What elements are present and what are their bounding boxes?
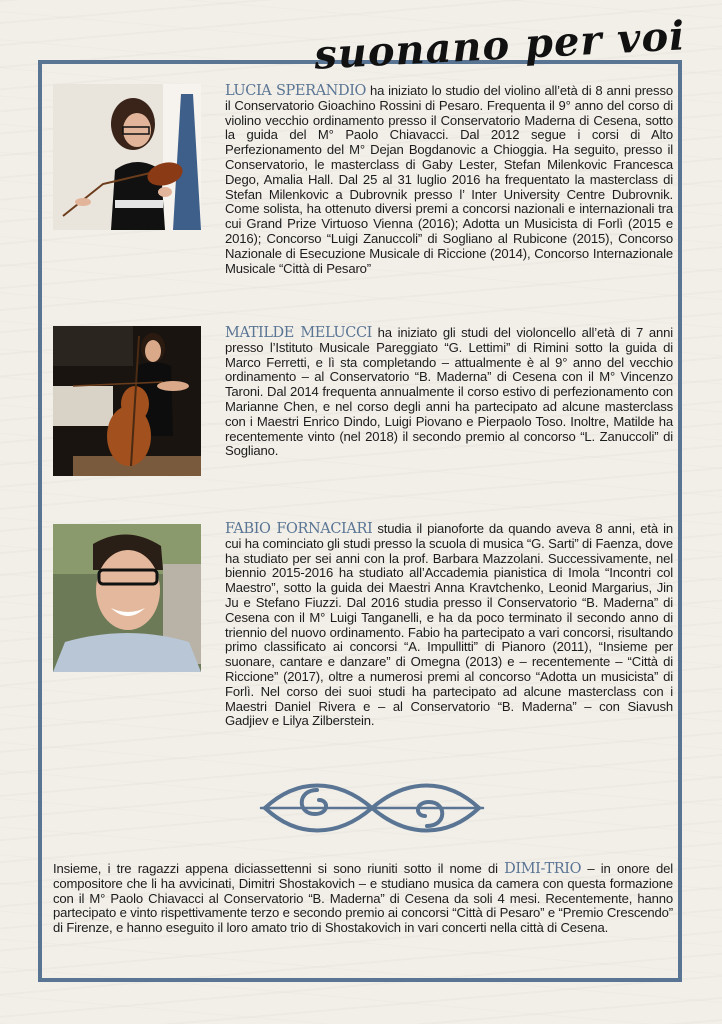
bio-lucia xyxy=(53,84,673,294)
bio-matilde xyxy=(53,326,673,486)
closing-text-after: – in onore del compositore che li ha avvicinati, Dimitri Shostakovich – e studiano musica da camera con questa formazione con il M° Paolo Chiavacci al Conservatorio “B. Maderna” di Cesena da soli 4 mesi. Recentemente, hanno partecipato e vinto rispettivamente terzo e secondo premio ai concorsi “Città di Pesaro” e “Premio Crescendo” di Firenze, e hanno eseguito il loro amato trio di Shostakovich in vari concerti nella città di Cesena. xyxy=(53,861,673,936)
bio-text xyxy=(225,522,673,729)
page-title: suonano per voi xyxy=(313,12,687,79)
bio-text xyxy=(225,326,673,459)
bio-body: ha iniziato lo studio del violino all’età di 8 anni presso il Conservatorio Gioachino Rossini di Pesaro. Frequenta il 9° anno del corso di violino vecchio ordinamento presso il Conservatorio Maderna di Cesena, sotto la guida del M° Paolo Chiavacci. Dal 2012 segue i corsi di Alto Perfezionamento del M° Dejan Bogdanovic a Chioggia. Ha seguito, presso il Conservatorio, le masterclass di Gaby Lester, Stefan Milenkovic Francesca Dego, Amalia Hall. Dal 25 al 31 luglio 2016 ha frequentato la masterclass di Stefan Milenkovic a Dubrovnik presso l’ Inter University Centre Dubrovnik. Come solista, ha ottenuto diversi premi a concorsi nazionali e internazionali tra cui Grand Prize Virtuoso Vienna (2016); Adotta un Musicista di Forlì (2015 e 2016); Concorso “Luigi Zanuccoli” di Sogliano al Rubicone (2015), Concorso Nazionale di Esecuzione Musicale di Riccione (2014), Concorso Internazionale Musicale “Città di Pesaro” xyxy=(225,83,673,276)
musician-name: LUCIA SPERANDIO xyxy=(225,83,367,99)
bio-fabio xyxy=(53,522,673,752)
bio-text xyxy=(225,84,673,276)
violinist-photo xyxy=(53,84,201,230)
trio-name: DIMI-TRIO xyxy=(504,861,582,877)
pianist-photo xyxy=(53,524,201,672)
musician-name: MATILDE MELUCCI xyxy=(225,325,372,341)
cellist-photo xyxy=(53,326,201,476)
musician-name: FABIO FORNACIARI xyxy=(225,521,373,537)
flourish-ornament xyxy=(257,768,487,848)
bio-body: studia il pianoforte da quando aveva 8 anni, età in cui ha cominciato gli studi presso la scuola di musica “G. Sarti” di Faenza, dove ha studiato per sei anni con la prof. Barbara Mazzolani. Successivamente, nel biennio 2015-2016 ha studiato all’Accademia pianistica di Imola “Incontri col Maestro”, sotto la guida dei Maestri Anna Kravtchenko, Leonid Margarius, Jin Ju e Stefano Fiuzzi. Dal 2016 studia presso il Conservatorio “B. Maderna” di Cesena con il M° Luigi Tanganelli, e ha da poco terminato il secondo anno di triennio del nuovo ordinamento. Fabio ha partecipato a vari concorsi, risultando primo classificato ai concorsi “A. Impullitti” di Pianoro (2011), “Insieme per suonare, cantare e danzare” di Omegna (2013) e – recentemente – “Città di Riccione” (2017), oltre a numerosi premi al concorso “Adotta un musicista” di Forlì. Nel corso dei suoi studi ha partecipato ad alcune masterclass con i Maestri Daniel Rivera e – al Conservatorio “B. Maderna” – con Siavush Gadjiev e Lilya Zilberstein. xyxy=(225,521,674,729)
bio-body: ha iniziato gli studi del violoncello all’età di 7 anni presso l’Istituto Musicale Pareggiato “G. Lettimi” di Rimini sotto la guida di Marco Ferretti, e lì sta completando – attualmente è al 9° anno del vecchio ordinamento – al Conservatorio “B. Maderna” di Cesena con il M° Vincenzo Taroni. Dal 2014 frequenta annualmente il corso estivo di perfezionamento con Marianne Chen, e nel corso degli anni ha partecipato ad alcune masterclass con i Maestri Enrico Dindo, Luigi Piovano e Pierpaolo Toso. Inoltre, Matilde ha recentemente vinto (nel 2018) il secondo premio al concorso “L. Zanuccoli” di Sogliano. xyxy=(225,325,673,459)
closing-text-before: Insieme, i tre ragazzi appena diciassettenni si sono riuniti sotto il nome di xyxy=(53,861,505,876)
closing-paragraph xyxy=(53,862,673,936)
